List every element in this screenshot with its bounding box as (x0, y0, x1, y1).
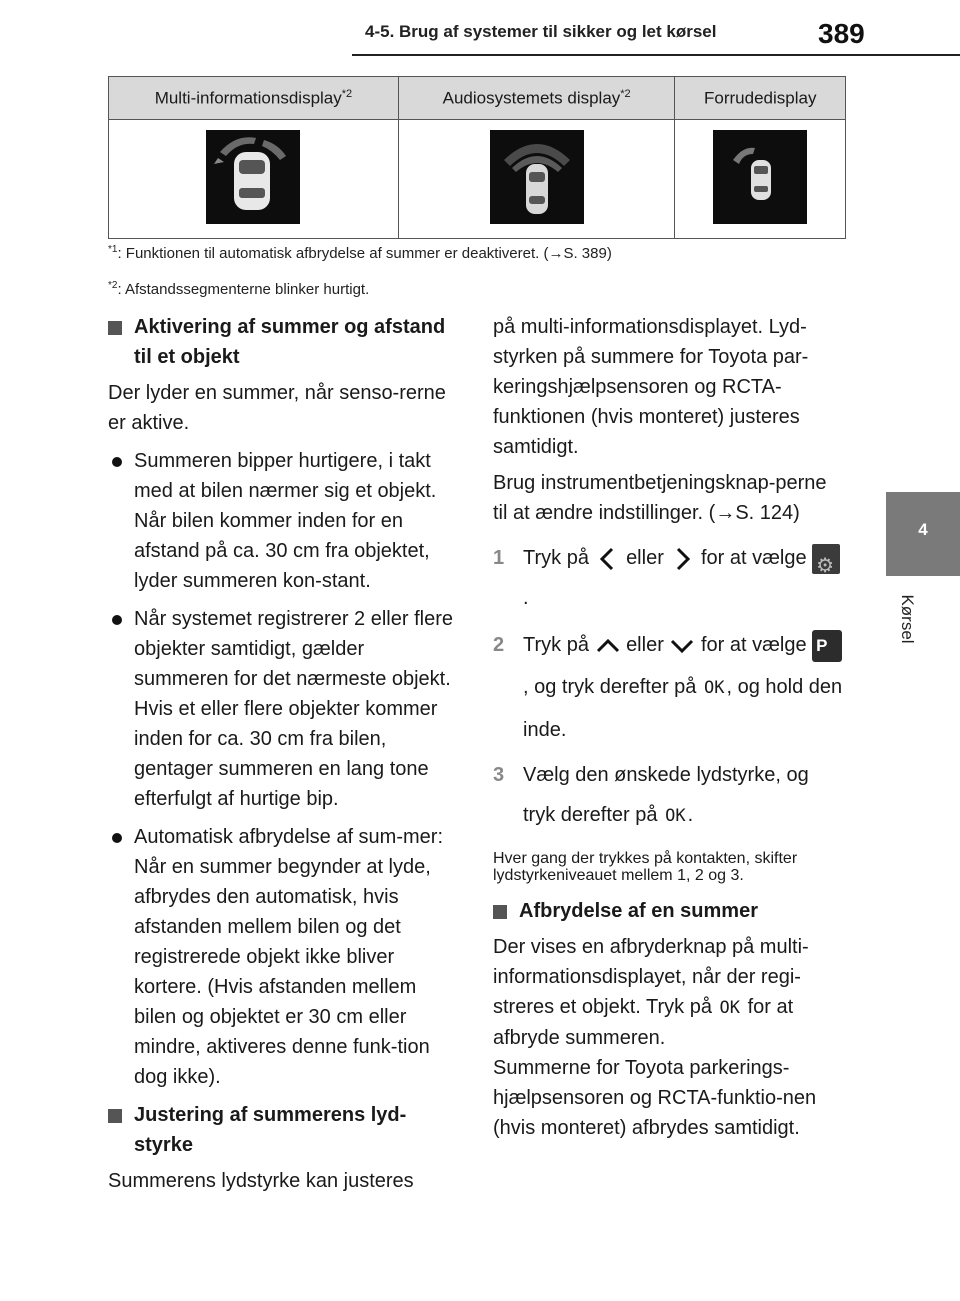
step-text: eller (626, 547, 664, 569)
display-table (108, 76, 846, 239)
section-heading-volume: Justering af summerens lyd-styrke (108, 1100, 458, 1160)
step-number: 2 (493, 634, 505, 656)
right-column (493, 312, 845, 1143)
step-number: 1 (493, 547, 505, 569)
page-number: 389 (818, 18, 865, 49)
table-header-windshield: Forrudedisplay (675, 77, 846, 120)
ok-button-symbol: OK (719, 998, 741, 1018)
section-heading-buzzer-mute: Afbrydelse af en summer (493, 896, 845, 926)
step-text: for at vælge (700, 634, 807, 656)
paragraph-mute (493, 932, 845, 1053)
note-volume-levels: Hver gang der trykkes på kontakten, skifter lydstyrkeniveauet mellem 1, 2 og 3. (493, 850, 798, 884)
bullet-item: Når systemet registrerer 2 eller flere objekter samtidigt, gælder summeren for det nærmeste objekt. Hvis et eller flere objekter kommer inden for ca. 30 cm fra bilen, gentager summeren en lang tone efterfulgt af hurtige bip. (108, 604, 458, 814)
paragraph-text: for at afbryde summeren. (493, 996, 794, 1049)
table-header-audio: Audiosystemets display$^{*2}$ (398, 77, 675, 120)
settings-gear-icon (812, 544, 840, 574)
chevron-left-icon (595, 546, 621, 572)
table-cell-multi-info (109, 120, 399, 239)
chevron-down-icon (669, 633, 695, 659)
step-text: . (687, 804, 694, 826)
left-column (108, 312, 458, 1196)
bullet-item: Automatisk afbrydelse af sum-mer: Når en summer begynder at lyde, afbrydes den automatisk, hvis afstanden mellem bilen og det registrerede objekt ikke bliver kortere. (Hvis afstanden mellem bilen og objektet er 30 cm eller mindre, aktiveres denne funk-tion dog ikke). (108, 822, 458, 1092)
table-cell-audio (398, 120, 675, 239)
chapter-side-label (894, 585, 918, 655)
table-header-multi-info: Multi-informationsdisplay$^{*2}$ (109, 77, 399, 120)
paragraph-volume: Summerens lydstyrke kan justeres (108, 1170, 414, 1192)
step-text: Tryk på (523, 547, 589, 569)
chapter-number: 4 (918, 520, 928, 539)
footnote-2: $^{*2}$: Afstandssegmenterne blinker hurtigt. (108, 280, 370, 298)
step-text: , og tryk derefter på (523, 676, 697, 698)
paragraph-buzzer-sounds: Der lyder en summer, når senso-rerne er aktive. (108, 382, 446, 434)
footnote-1: $^{*1}$: Funktionen til automatisk afbrydelse af summer er deaktiveret. (→S. 389) (108, 244, 612, 262)
windshield-display-image (713, 130, 807, 224)
step-number: 3 (493, 764, 505, 786)
section-heading-buzzer-activation: Aktivering af summer og afstand til et objekt (108, 312, 458, 372)
chapter-label: Kørsel (898, 594, 917, 644)
step-text: Tryk på (523, 634, 589, 656)
paragraph-text: Der vises en afbryderknap på multi-informationsdisplayet, når der regi-streres et objekt. Tryk på (493, 936, 809, 1018)
step-3 (493, 755, 845, 836)
multi-info-display-image (206, 130, 300, 224)
parking-sensor-icon: P (812, 630, 842, 662)
audio-display-image (490, 130, 584, 224)
header-rule (352, 54, 960, 56)
step-text: for at vælge (700, 547, 807, 569)
step-2 (493, 624, 845, 751)
step-text: eller (626, 634, 664, 656)
step-1 (493, 538, 845, 618)
table-cell-windshield (675, 120, 846, 239)
chevron-up-icon (595, 633, 621, 659)
ok-button-symbol: OK (665, 806, 686, 826)
paragraph-volume-continued: på multi-informationsdisplayet. Lyd-styrken på summere for Toyota par-keringshjælpsensoren og RCTA-funktionen (hvis monteret) justeres samtidigt. (493, 316, 809, 458)
chevron-right-icon (669, 546, 695, 572)
step-text: Vælg den ønskede lydstyrke, og tryk derefter på (523, 764, 809, 826)
step-text: , og hold den inde. (523, 676, 843, 741)
step-text: . (523, 587, 529, 609)
chapter-tab (886, 492, 960, 576)
page-header-title: 4-5. Brug af systemer til sikker og let kørsel (365, 22, 717, 41)
paragraph-simultaneous-mute: Summerne for Toyota parkerings-hjælpsensoren og RCTA-funktio-nen (hvis monteret) afbrydes samtidigt. (493, 1057, 817, 1139)
ok-button-symbol: OK (703, 678, 725, 698)
bullet-item: Summeren bipper hurtigere, i takt med at bilen nærmer sig et objekt. Når bilen kommer inden for en afstand på ca. 30 cm fra objektet, lyder summeren kon-stant. (108, 446, 458, 596)
paragraph-instrument-buttons: Brug instrumentbetjeningsknap-perne til at ændre indstillinger. (→S. 124) (493, 472, 827, 524)
